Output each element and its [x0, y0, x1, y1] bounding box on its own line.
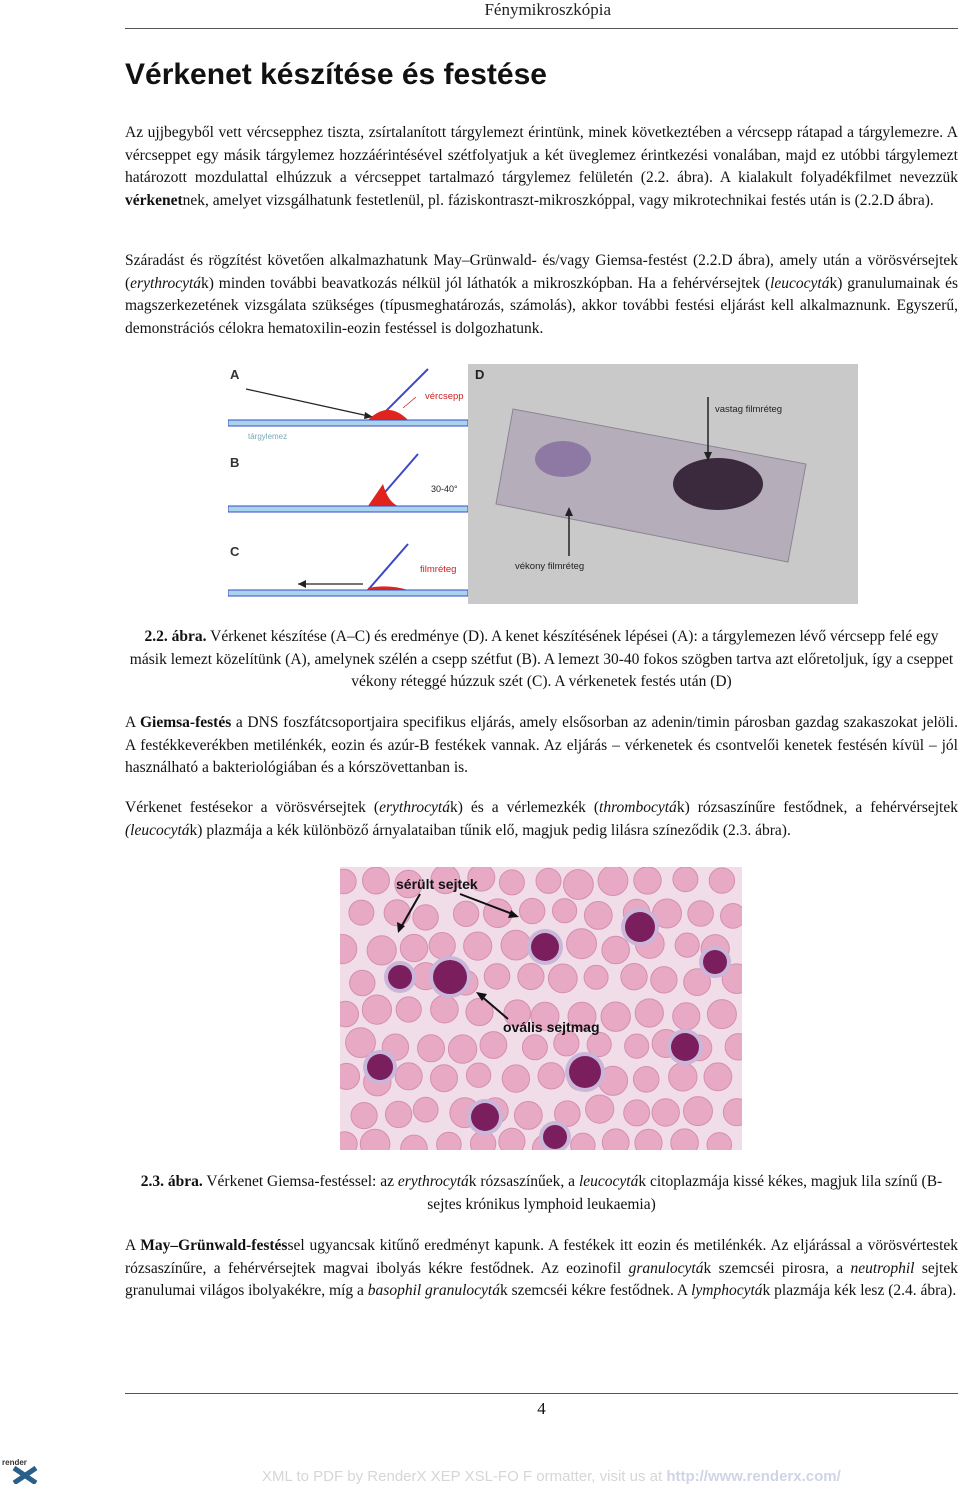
erythrocyte	[413, 1097, 438, 1122]
label-c: C	[230, 544, 240, 559]
figure-caption-2-3	[125, 1171, 958, 1216]
p4-italic-1: erythrocytá	[379, 799, 450, 816]
erythrocyte	[651, 967, 677, 993]
header-rule	[125, 28, 958, 29]
erythrocyte	[673, 867, 698, 892]
label-angle: 30-40°	[431, 484, 458, 494]
label-serult-sejtek: sérült sejtek	[396, 876, 478, 892]
p3-text-1: A	[125, 714, 140, 731]
slide-c	[228, 590, 468, 596]
erythrocyte	[633, 1067, 659, 1093]
leucocyte-nucleus	[433, 960, 467, 994]
caption2-italic-1: erythrocytá	[397, 1173, 469, 1190]
caption1-text: Vérkenet készítése (A–C) és eredménye (D). A kenet készítésének lépései (A): a tárgylemezen lévő vércsepp felé egy másik lemezt közelítünk (A), amelynek szélén a csepp szétfut (B). A lemezt 30-40 fokos szögben tartva azt előretoljuk, így a cseppet vékony réteggé húzzuk szét (C). A vérkenetek festés után (D)	[129, 628, 954, 691]
erythrocyte	[429, 933, 455, 959]
leucocyte-nucleus	[671, 1033, 699, 1061]
caption2-text-3: k citoplazmája kissé kékes, magjuk lila színű (B-sejtes krónikus lymphoid leukaemia)	[427, 1173, 943, 1213]
caption2-text-2: k rózsaszínűek, a	[468, 1173, 579, 1190]
label-targylemez: tárgylemez	[248, 432, 288, 441]
p5-italic-1: granulocytá	[628, 1259, 704, 1277]
label-filmreteg: filmréteg	[420, 564, 457, 575]
p3-bold-1: Giemsa-festés	[140, 714, 232, 731]
erythrocyte	[351, 1103, 377, 1129]
caption2-number: 2.3. ábra.	[140, 1173, 203, 1190]
paragraph-1	[125, 122, 958, 213]
label-b: B	[230, 455, 240, 470]
p5-text-6: k plazmája kék lesz (2.4. ábra).	[762, 1282, 957, 1300]
erythrocyte	[669, 1063, 697, 1091]
running-header: Fénymikroszkópia	[484, 0, 611, 19]
erythrocyte	[396, 997, 421, 1022]
erythrocyte	[363, 867, 390, 894]
figure-smear-preparation	[228, 364, 858, 604]
watermark-text: XML to PDF by RenderX XEP XSL-FO F ormatter, visit us at	[262, 1468, 667, 1485]
p5-text-5: k szemcséi kékre festődnek. A	[499, 1282, 692, 1300]
p5-italic-4: lymphocytá	[691, 1282, 763, 1300]
erythrocyte	[721, 904, 743, 929]
erythrocyte	[624, 1100, 650, 1126]
erythrocyte	[584, 902, 612, 930]
slide-b	[228, 506, 468, 512]
erythrocyte	[567, 929, 597, 959]
p2-text-2: k) minden további beavatkozás nélkül jól láthatók a mikroszkópban. Ha a fehérvérsejtek (	[201, 274, 771, 292]
erythrocyte	[384, 900, 410, 926]
erythrocyte	[684, 1097, 713, 1126]
erythrocyte	[602, 936, 630, 964]
p5-text-3: k szemcséi pirosra, a	[703, 1259, 851, 1277]
erythrocyte	[514, 1102, 542, 1130]
erythrocyte	[673, 1003, 700, 1030]
p5-text-2: sel ugyancsak kitűnő eredményt kapunk. A festékek itt eozin és metilénkék. Az eljárással a vörösvértestek rózsaszínűre, a fehérvérsejtek magvai ibolyás kékre festődnek. Az eozinofil	[125, 1237, 959, 1277]
caption1-number: 2.2. ábra.	[144, 628, 207, 645]
p4-text-2: k) és a vérlemezkék (	[449, 799, 600, 816]
figure-giemsa-micrograph	[340, 867, 742, 1150]
renderx-logo-text: render	[2, 1458, 27, 1467]
erythrocyte	[367, 936, 396, 965]
erythrocyte	[501, 930, 531, 960]
erythrocyte	[621, 964, 647, 990]
erythrocyte	[602, 1129, 629, 1150]
erythrocyte	[499, 870, 524, 895]
leucocyte-nucleus	[625, 912, 655, 942]
label-vercsepp: vércsepp	[425, 391, 464, 402]
erythrocyte	[538, 1063, 564, 1089]
erythrocyte	[499, 1128, 525, 1150]
watermark	[262, 1468, 841, 1485]
erythrocyte	[349, 900, 374, 925]
erythrocyte	[709, 868, 734, 893]
p2-text-3: k) granulumainak és magszerkezetének vizsgálata szükséges (típusmeghatározás, számolás), akkor további festési eljárást kell alkalmaznunk. Egyszerű, demonstrációs célokra hematoxilin-eozin festéssel is dolgozhatunk.	[125, 274, 958, 338]
p1-text-1: Az ujjbegyből vett vércsepphez tiszta, zsírtalanított tárgylemezt érintünk, minek következtében a vércsepp rátapad a tárgylemezre. A vércseppet egy másik tárgylemez hozzáérintésével szétfolyatjuk a két üveglemez érintkezési vonalában, majd ez utóbbi tárgylemezt határozott mozdulattal elhúzzuk a vércseppet tartalmazó tárgylemez felületén (2.2. ábra). A kialakult folyadékfilmet nevezzük	[125, 124, 958, 187]
leucocyte-nucleus	[471, 1103, 499, 1131]
p5-bold-1: May–Grünwald-festés	[140, 1237, 288, 1254]
erythrocyte	[536, 868, 561, 893]
p4-italic-3: (leucocytá	[125, 821, 190, 839]
erythrocyte	[453, 901, 478, 926]
page-title: Vérkenet készítése és festése	[125, 58, 547, 91]
erythrocyte	[601, 1002, 630, 1031]
erythrocyte	[350, 970, 375, 995]
leucocyte-nucleus	[569, 1056, 601, 1088]
erythrocyte	[598, 867, 628, 896]
erythrocyte	[464, 932, 492, 960]
p4-text-4: k) plazmája a kék különböző árnyalataiban tűnik elő, magjuk pedig lilásra színeződik (2.3. ábra).	[189, 821, 791, 839]
label-vastag: vastag filmréteg	[715, 404, 783, 415]
slide-a	[228, 420, 468, 426]
p5-italic-2: neutrophil	[850, 1259, 915, 1277]
erythrocyte	[586, 1095, 614, 1123]
erythrocyte	[466, 1063, 490, 1087]
erythrocyte	[502, 1065, 529, 1092]
p3-text-2: a DNS foszfátcsoportjaira specifikus eljárás, amely elsősorban az adenin/timin párosban gazdag szakaszokat jelöli. A festékkeverékben metilénkék, eozin és azúr-B festékek vannak. Az eljárás – vérkenetek és csontvelői kenetek festésén kívül – jól használható a bakteriológiában és a kórszövettanban is.	[125, 714, 958, 777]
figure-caption-2-2	[125, 626, 958, 694]
p2-italic-2: leucocytá	[770, 274, 830, 292]
paragraph-3	[125, 712, 958, 780]
erythrocyte	[480, 1032, 507, 1059]
erythrocyte	[520, 898, 545, 923]
erythrocyte	[635, 999, 663, 1027]
paragraph-2	[125, 250, 958, 341]
erythrocyte	[431, 995, 459, 1023]
erythrocyte	[634, 867, 661, 894]
erythrocyte	[418, 1035, 445, 1062]
footer-rule	[125, 1393, 958, 1394]
leucocyte-nucleus	[531, 933, 559, 961]
label-ovalis-sejtmag: ovális sejtmag	[503, 1019, 600, 1035]
p5-text-1: A	[125, 1237, 141, 1254]
erythrocyte	[652, 1099, 679, 1126]
erythrocyte	[400, 934, 427, 961]
p5-text-4: sejtek granulumai világos ibolyakékre, míg a	[125, 1259, 958, 1300]
page-number: 4	[537, 1399, 546, 1418]
p2-italic-1: erythrocytá	[130, 274, 202, 292]
erythrocyte	[707, 1000, 736, 1029]
erythrocyte	[548, 964, 577, 993]
caption2-italic-2: leucocytá	[578, 1173, 639, 1190]
erythrocyte	[362, 995, 391, 1024]
erythrocyte	[625, 1034, 649, 1058]
p5-italic-3: basophil granulocytá	[367, 1282, 500, 1300]
erythrocyte	[431, 1065, 458, 1092]
thick-smear	[673, 458, 763, 510]
caption2-text-1: Vérkenet Giemsa-festéssel: az	[202, 1173, 398, 1190]
erythrocyte	[518, 963, 544, 989]
watermark-link[interactable]: http://www.renderx.com/	[666, 1468, 841, 1485]
erythrocyte	[688, 901, 714, 927]
p4-text-3: k) rózsaszínűre festődnek, a fehérvérsejtek	[676, 799, 958, 816]
thin-smear	[535, 441, 591, 477]
p2-text-1: Száradást és rögzítést követően alkalmazhatunk May–Grünwald- és/vagy Giemsa-festést (2.2.D ábra), amely után a vörösvérsejtek (	[125, 252, 958, 292]
renderx-logo	[2, 1456, 38, 1484]
label-d: D	[475, 367, 485, 382]
paragraph-5	[125, 1235, 958, 1303]
erythrocyte	[584, 965, 608, 989]
erythrocyte	[413, 905, 438, 930]
leucocyte-nucleus	[543, 1125, 567, 1149]
paragraph-4	[125, 797, 958, 842]
erythrocyte	[553, 899, 577, 923]
erythrocyte	[675, 933, 699, 957]
leucocyte-nucleus	[388, 965, 412, 989]
erythrocyte	[395, 1063, 422, 1090]
p4-text-1: Vérkenet festésekor a vörösvérsejtek (	[125, 799, 380, 816]
leucocyte-nucleus	[703, 950, 727, 974]
p1-bold-1: vérkenet	[125, 192, 183, 210]
leucocyte-nucleus	[367, 1054, 393, 1080]
label-vekony: vékony filmréteg	[515, 561, 585, 572]
erythrocyte	[484, 964, 510, 990]
label-a: A	[230, 367, 240, 382]
erythrocyte	[448, 1035, 476, 1063]
erythrocyte	[564, 870, 594, 900]
erythrocyte	[522, 1035, 547, 1060]
erythrocyte	[704, 1063, 732, 1091]
renderx-x-icon	[14, 1468, 36, 1483]
p4-italic-2: thrombocytá	[599, 799, 677, 816]
erythrocyte	[385, 1101, 411, 1127]
p1-text-2: nek, amelyet vizsgálhatunk festetlenül, pl. fáziskontraszt-mikroszkóppal, vagy mikrotechnikai festés után is (2.2.D ábra).	[182, 192, 934, 210]
